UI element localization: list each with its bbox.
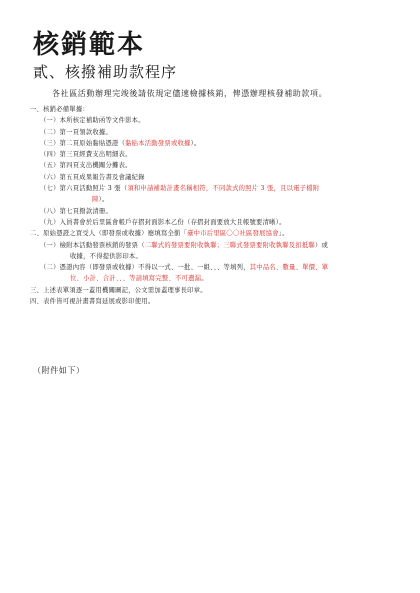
highlight-text: 其中品名、數量、單價、單 bbox=[249, 264, 329, 272]
requirements-list bbox=[30, 104, 390, 307]
page-title: 核銷範本 bbox=[33, 30, 146, 60]
highlight-text: 臺中市后里區〇〇社區發展協會 bbox=[187, 230, 279, 238]
item-text: 二、原始憑證之買受人（即發票或收據）應填寫全銜「 bbox=[30, 230, 188, 238]
item-text: （三）第二頁原始黏貼憑證（ bbox=[40, 139, 126, 147]
highlight-text: 位、小計、合計、、、等請填寫完整、不可遺漏 bbox=[70, 275, 202, 283]
list-heading-1: 一、核銷必備單據： bbox=[30, 106, 89, 113]
item-text: 」。 bbox=[278, 230, 289, 238]
list-item bbox=[30, 183, 390, 194]
intro-paragraph: 各社區活動辦理完竣後請依規定儘速檢據核銷，俾憑辦理核發補助款項。 bbox=[52, 89, 328, 98]
section-heading: 貳、核撥補助款程序 bbox=[33, 63, 178, 81]
list-item: （一）本所核定補助函等文件影本。 bbox=[40, 117, 145, 125]
item-text: （一）檢附本活動發票核銷的發票（ bbox=[40, 241, 145, 249]
list-heading-2 bbox=[30, 228, 390, 239]
item-text: ）或 bbox=[314, 241, 329, 249]
highlight-text: 須和申請補助計畫名稱相符，不同款式的照片 3 張，且以電子檔附 bbox=[127, 185, 320, 193]
list-item-continued: 收據，不得提供影印本。 bbox=[70, 252, 143, 260]
list-item bbox=[30, 138, 390, 149]
list-item: （六）第五頁成果報告書及會議紀錄 bbox=[40, 173, 145, 181]
item-text: ）。 bbox=[98, 196, 109, 204]
list-heading-3: 三、上述表單須逐一蓋用機關圖記，公文需加蓋理事長印章。 bbox=[30, 286, 207, 294]
attachment-note: （附件如下） bbox=[33, 366, 85, 375]
list-item bbox=[30, 262, 390, 273]
list-item: （四）第三頁經費支出明細表。 bbox=[40, 151, 132, 159]
list-item: （二）第一頁領款收據。 bbox=[40, 128, 113, 136]
item-text: ）。 bbox=[190, 139, 201, 147]
list-item-continued bbox=[30, 273, 390, 284]
highlight-text: 二聯式的發票要附收執聯；三聯式發票要附收執聯及扣抵聯 bbox=[144, 241, 315, 249]
list-item: （九）入員書會於后里區會帳戶存摺封面影本乙份（存摺封面要放大且帳號要清晰）。 bbox=[40, 218, 286, 226]
item-text: （七）第六頁活動照片 3 張（ bbox=[40, 185, 128, 193]
list-heading-4: 四、表件皆可視計畫書寫延展或影印使用。 bbox=[30, 298, 155, 306]
item-text: （二）憑證內容（即發票或收據）不得以一式、一批、一組、、、等填列， bbox=[40, 264, 250, 272]
list-item bbox=[30, 240, 390, 251]
item-text: 。 bbox=[201, 275, 208, 283]
highlight-text: 黏貼本活動發票或收據 bbox=[125, 139, 191, 147]
highlight-text: 陳 bbox=[92, 196, 99, 204]
list-item: （八）第七頁撥款清冊。 bbox=[40, 207, 113, 215]
list-item-continued bbox=[30, 194, 390, 205]
list-item: （五）第四頁支出機關分攤表。 bbox=[40, 162, 132, 170]
